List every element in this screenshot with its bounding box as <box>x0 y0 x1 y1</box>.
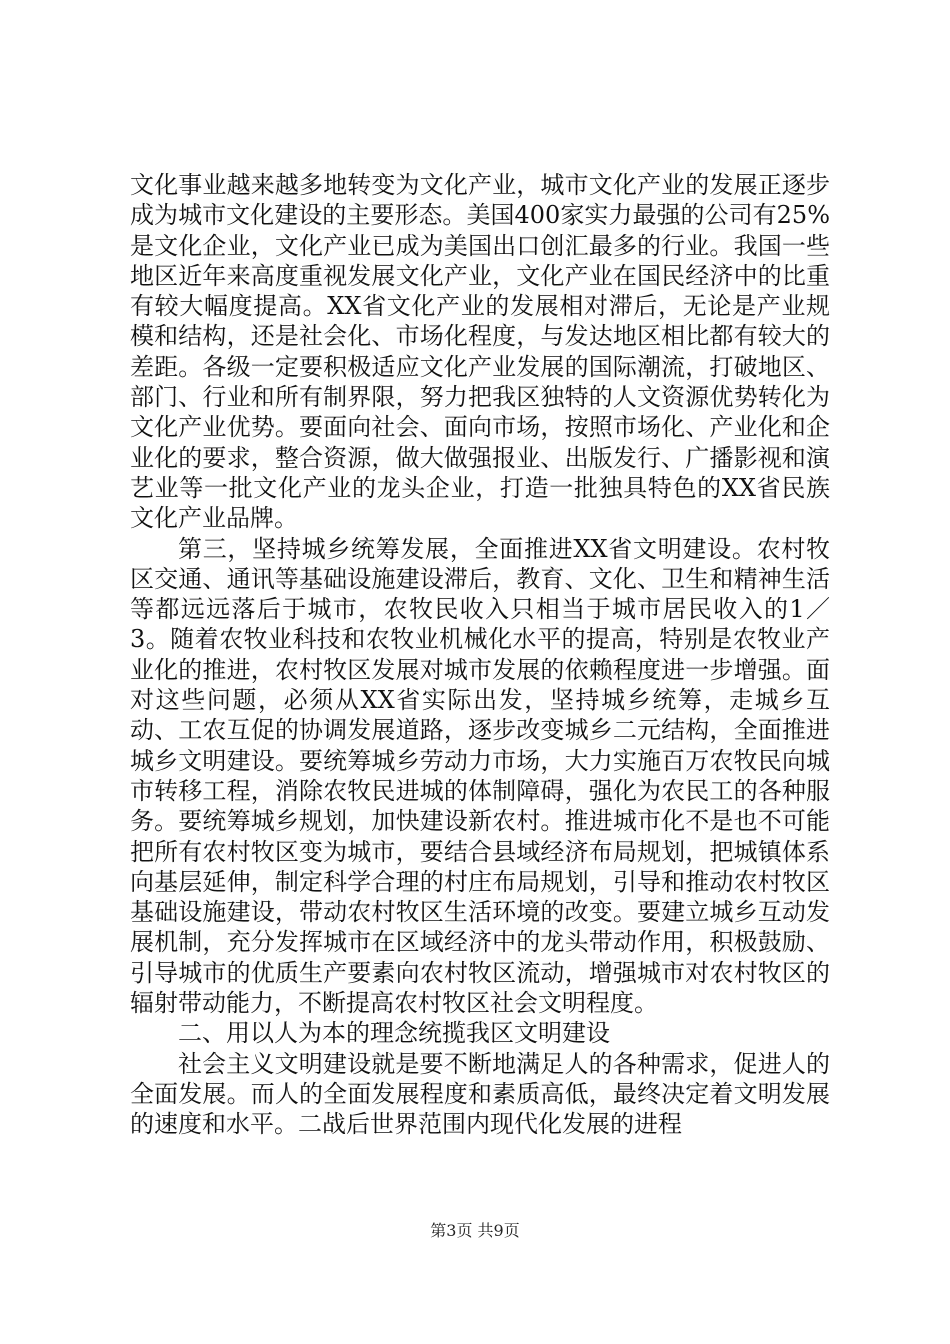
paragraph-cultural-industry: 文化事业越来越多地转变为文化产业，城市文化产业的发展正逐步成为城市文化建设的主要形态。美国400家实力最强的公司有25%是文化企业，文化产业已成为美国出口创汇最多的行业。我国一些地区近年来高度重视发展文化产业，文化产业在国民经济中的比重有较大幅度提高。XX省文化产业的发展相对滞后，无论是产业规模和结构，还是社会化、市场化程度，与发达地区相比都有较大的差距。各级一定要积极适应文化产业发展的国际潮流，打破地区、部门、行业和所有制界限，努力把我区独特的人文资源优势转化为文化产业优势。要面向社会、面向市场，按照市场化、产业化和企业化的要求，整合资源，做大做强报业、出版发行、广播影视和演艺业等一批文化产业的龙头企业，打造一批独具特色的XX省民族文化产业品牌。 <box>130 171 830 533</box>
paragraph-socialist-civilization: 社会主义文明建设就是要不断地满足人的各种需求，促进人的全面发展。而人的全面发展程度和素质高低，最终决定着文明发展的速度和水平。二战后世界范围内现代化发展的进程 <box>130 1049 830 1139</box>
page-number-footer: 第3页 共9页 <box>430 1221 520 1240</box>
document-body <box>130 170 830 1140</box>
section-heading-people-oriented: 二、用以人为本的理念统揽我区文明建设 <box>178 1019 610 1048</box>
paragraph-urban-rural-development: 第三，坚持城乡统筹发展，全面推进XX省文明建设。农村牧区交通、通讯等基础设施建设滞后，教育、文化、卫生和精神生活等都远远落后于城市，农牧民收入只相当于城市居民收入的1／3。随着农牧业科技和农牧业机械化水平的提高，特别是农牧业产业化的推进，农村牧区发展对城市发展的依赖程度进一步增强。面对这些问题，必须从XX省实际出发，坚持城乡统筹，走城乡互动、工农互促的协调发展道路，逐步改变城乡二元结构，全面推进城乡文明建设。要统筹城乡劳动力市场，大力实施百万农牧民向城市转移工程，消除农牧民进城的体制障碍，强化为农民工的各种服务。要统筹城乡规划，加快建设新农村。推进城市化不是也不可能把所有农村牧区变为城市，要结合县域经济布局规划，把城镇体系向基层延伸，制定科学合理的村庄布局规划，引导和推动农村牧区基础设施建设，带动农村牧区生活环境的改变。要建立城乡互动发展机制，充分发挥城市在区域经济中的龙头带动作用，积极鼓励、引导城市的优质生产要素向农村牧区流动，增强城市对农村牧区的辐射带动能力，不断提高农村牧区社会文明程度。 <box>130 534 830 1018</box>
